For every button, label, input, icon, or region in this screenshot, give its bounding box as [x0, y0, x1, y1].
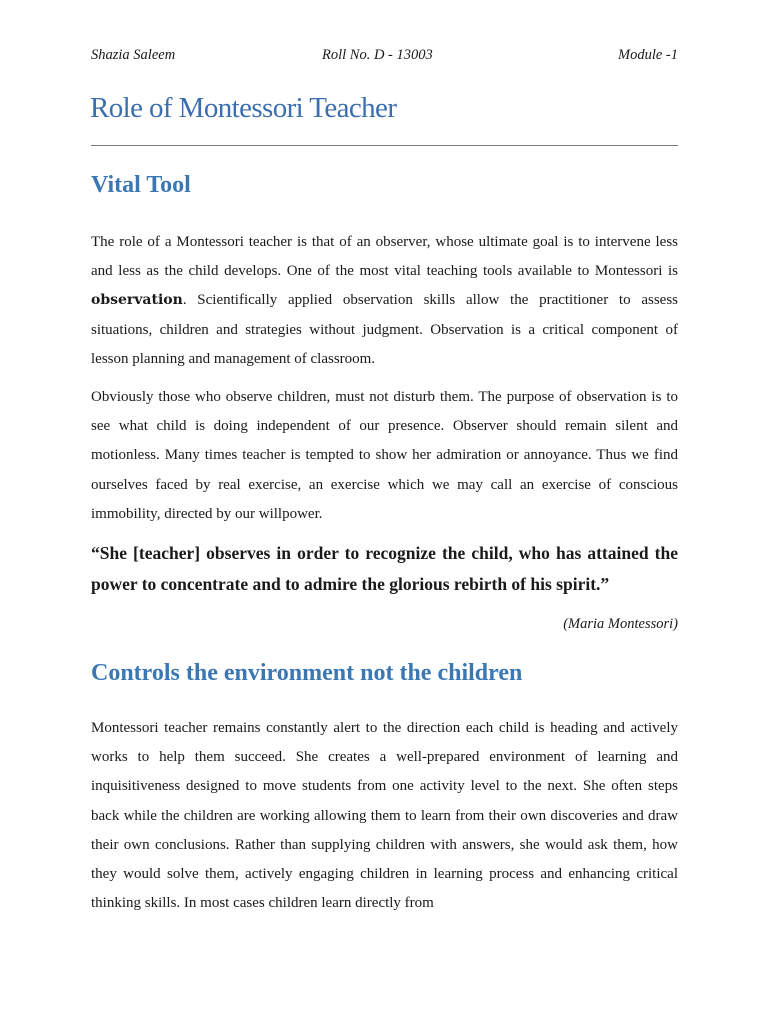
paragraph-observation-purpose: Obviously those who observe children, must not disturb them. The purpose of observation is to see what child is doing independent of our presence. Observer should remain silent and motionless. Many times teacher is tempted to show her admiration or annoyance. Thus we find ourselves faced by real exercise, an exercise which we may call an exercise of conscious immobility, directed by our willpower. [91, 389, 678, 522]
page-header [91, 47, 678, 67]
section-heading-vital-tool: Vital Tool [91, 172, 191, 198]
header-roll-number: Roll No. D - 13003 [322, 47, 433, 63]
paragraph-environment: Montessori teacher remains constantly alert to the direction each child is heading and actively works to help them succeed. She creates a well-prepared environment of learning and inquisitiveness designed to move students from one activity level to the next. She often steps back while the children are working allowing them to learn from their own discoveries and draw their own conclusions. Rather than supplying children with answers, she would ask them, how they would solve them, actively engaging children in learning process and enhancing critical thinking skills. In most cases children learn directly from [91, 720, 678, 912]
paragraph-text: The role of a Montessori teacher is that of an observer, whose ultimate goal is to intervene less and less as the child develops. One of the most vital teaching tools available to Montessori is [91, 234, 678, 280]
header-module: Module -1 [618, 47, 678, 63]
header-author: Shazia Saleem [91, 47, 176, 63]
paragraph-observer-role [91, 228, 678, 374]
paragraph-text: . Scientifically applied observation skills allow the practitioner to assess situations, children and strategies without judgment. Observation is a critical component of lesson planning and management of classroom. [91, 292, 678, 367]
bold-term-observation: observation [91, 292, 183, 309]
montessori-quote: “She [teacher] observes in order to recognize the child, who has attained the power to concentrate and to admire the glorious rebirth of his spirit.” [91, 543, 678, 594]
document-title: Role of Montessori Teacher [90, 92, 397, 124]
section-heading-controls-environment: Controls the environment not the children [91, 660, 523, 686]
title-divider [91, 145, 678, 146]
quote-attribution: (Maria Montessori) [563, 616, 678, 632]
